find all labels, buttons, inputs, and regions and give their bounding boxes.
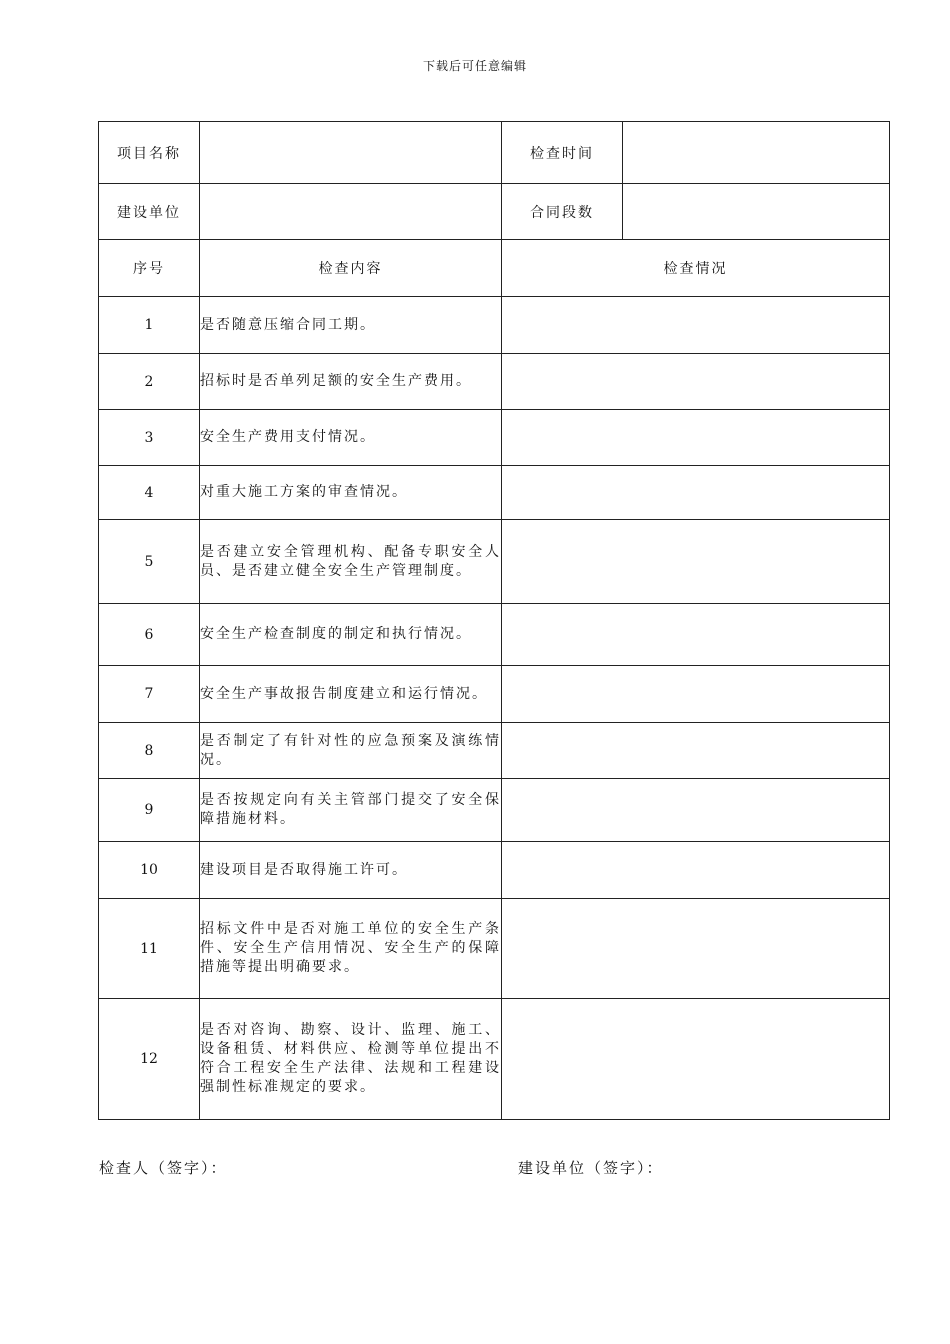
table-row xyxy=(99,842,890,899)
table-row xyxy=(99,779,890,842)
row-content: 招标文件中是否对施工单位的安全生产条件、安全生产信用情况、安全生产的保障措施等提出明确要求。 xyxy=(200,899,502,999)
table-row xyxy=(99,723,890,779)
row-status-field[interactable] xyxy=(502,297,890,354)
row-seq: 7 xyxy=(99,666,200,723)
build-unit-label: 建设单位 xyxy=(99,184,200,240)
row-content: 是否按规定向有关主管部门提交了安全保障措施材料。 xyxy=(200,779,502,842)
row-seq: 8 xyxy=(99,723,200,779)
row-status-field[interactable] xyxy=(502,842,890,899)
row-status-field[interactable] xyxy=(502,604,890,666)
row-content: 是否建立安全管理机构、配备专职安全人员、是否建立健全安全生产管理制度。 xyxy=(200,520,502,604)
row-content: 是否对咨询、勘察、设计、监理、施工、设备租赁、材料供应、检测等单位提出不符合工程安全生产法律、法规和工程建设强制性标准规定的要求。 xyxy=(200,999,502,1120)
unit-signature-label: 建设单位（签字）： xyxy=(518,1159,664,1177)
row-content: 安全生产检查制度的制定和执行情况。 xyxy=(200,604,502,666)
column-header-seq: 序号 xyxy=(99,240,200,297)
table-row xyxy=(99,410,890,466)
row-status-field[interactable] xyxy=(502,466,890,520)
row-status-field[interactable] xyxy=(502,899,890,999)
row-seq: 9 xyxy=(99,779,200,842)
contract-sections-field[interactable] xyxy=(623,184,890,240)
row-status-field[interactable] xyxy=(502,779,890,842)
page-header-note: 下载后可任意编辑 xyxy=(422,59,527,73)
row-content: 是否制定了有针对性的应急预案及演练情况。 xyxy=(200,723,502,779)
row-content: 建设项目是否取得施工许可。 xyxy=(200,842,502,899)
info-row-unit xyxy=(99,184,890,240)
column-header-status: 检查情况 xyxy=(502,240,890,297)
row-seq: 12 xyxy=(99,999,200,1120)
row-status-field[interactable] xyxy=(502,520,890,604)
table-row xyxy=(99,899,890,999)
row-content: 是否随意压缩合同工期。 xyxy=(200,297,502,354)
row-seq: 11 xyxy=(99,899,200,999)
table-row xyxy=(99,666,890,723)
project-name-label: 项目名称 xyxy=(99,122,200,184)
row-seq: 4 xyxy=(99,466,200,520)
row-content: 对重大施工方案的审查情况。 xyxy=(200,466,502,520)
table-row xyxy=(99,520,890,604)
table-row xyxy=(99,604,890,666)
row-content: 招标时是否单列足额的安全生产费用。 xyxy=(200,354,502,410)
row-status-field[interactable] xyxy=(502,723,890,779)
table-row xyxy=(99,466,890,520)
table-row xyxy=(99,297,890,354)
row-seq: 2 xyxy=(99,354,200,410)
table-row xyxy=(99,354,890,410)
row-seq: 5 xyxy=(99,520,200,604)
table-header-row xyxy=(99,240,890,297)
row-status-field[interactable] xyxy=(502,354,890,410)
info-row-project xyxy=(99,122,890,184)
row-seq: 10 xyxy=(99,842,200,899)
contract-sections-label: 合同段数 xyxy=(502,184,623,240)
check-time-label: 检查时间 xyxy=(502,122,623,184)
inspection-table xyxy=(98,121,890,1120)
column-header-content: 检查内容 xyxy=(200,240,502,297)
check-time-field[interactable] xyxy=(623,122,890,184)
row-content: 安全生产事故报告制度建立和运行情况。 xyxy=(200,666,502,723)
row-status-field[interactable] xyxy=(502,666,890,723)
row-seq: 3 xyxy=(99,410,200,466)
row-seq: 1 xyxy=(99,297,200,354)
table-row xyxy=(99,999,890,1120)
project-name-field[interactable] xyxy=(200,122,502,184)
row-status-field[interactable] xyxy=(502,999,890,1120)
row-content: 安全生产费用支付情况。 xyxy=(200,410,502,466)
row-status-field[interactable] xyxy=(502,410,890,466)
inspector-signature-label: 检查人（签字）： xyxy=(99,1159,228,1177)
row-seq: 6 xyxy=(99,604,200,666)
build-unit-field[interactable] xyxy=(200,184,502,240)
